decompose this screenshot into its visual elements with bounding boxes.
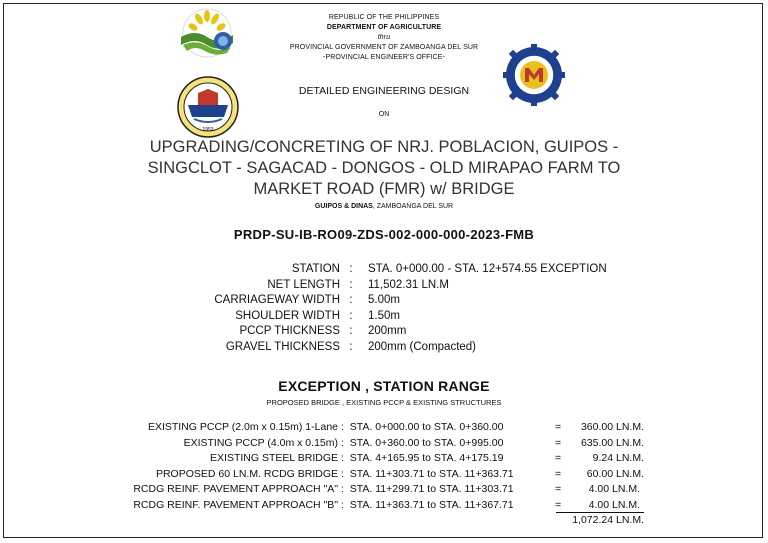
- project-title: [80, 137, 688, 200]
- exception-amount: 4.00 LN.M.: [588, 498, 640, 511]
- exception-amount: 360.00 LN.M.: [580, 421, 644, 433]
- exception-range: : STA. 11+303.71 to STA. 11+363.71: [341, 467, 514, 480]
- spec-label: STATION: [291, 263, 340, 275]
- project-code: PRDP-SU-IB-RO09-ZDS-002-000-000-2023-FMB: [233, 227, 535, 242]
- exception-equals: =: [555, 452, 562, 464]
- zamboanga-del-sur-seal: [174, 75, 242, 139]
- exception-total: 1,072.24 LN.M.: [572, 514, 644, 526]
- design-heading: DETAILED ENGINEERING DESIGN: [298, 85, 470, 97]
- exception-label: PROPOSED 60 LN.M. RCDG BRIDGE: [155, 467, 338, 480]
- on-label: ON: [378, 111, 390, 118]
- exception-label: RCDG REINF. PAVEMENT APPROACH "A": [133, 483, 338, 495]
- header-thru: thru: [377, 34, 391, 41]
- exception-label: EXISTING STEEL BRIDGE: [210, 452, 338, 464]
- exception-range: : STA. 0+000.00 to STA. 0+360.00: [341, 421, 504, 433]
- exception-equals: =: [555, 436, 562, 449]
- spec-value: 5.00m: [368, 294, 400, 306]
- seal-year: 1953: [202, 127, 214, 133]
- spec-value: 11,502.31 LN.M: [368, 278, 449, 291]
- exception-label: EXISTING PCCP (4.0m x 0.15m): [183, 436, 338, 449]
- exception-subheading: PROPOSED BRIDGE , EXISTING PCCP & EXISTING STRUCTURES: [266, 398, 502, 407]
- exception-range: : STA. 4+165.95 to STA. 4+175.19: [341, 452, 504, 464]
- header-provincial-government: PROVINCIAL GOVERNMENT OF ZAMBOANGA DEL SUR: [289, 44, 479, 51]
- exception-range: : STA. 0+360.00 to STA. 0+995.00: [341, 436, 504, 449]
- spec-colon: :: [349, 340, 353, 353]
- project-location: [234, 203, 534, 210]
- header-engineers-office: -PROVINCIAL ENGINEER'S OFFICE-: [323, 54, 445, 61]
- exception-range-text: STA. 11+303.71 to STA. 11+363.71: [349, 467, 514, 480]
- header-block: [234, 13, 534, 63]
- exception-equals: =: [555, 421, 562, 433]
- spec-label: PCCP THICKNESS: [239, 325, 340, 337]
- spec-colon: :: [349, 309, 353, 322]
- exception-amount: 9.24 LN.M.: [592, 452, 644, 464]
- spec-row: [0, 309, 340, 325]
- exception-range: : STA. 11+299.71 to STA. 11+303.71: [341, 483, 514, 495]
- exception-equals: =: [555, 483, 562, 495]
- exception-amount: 4.00 LN.M.: [588, 483, 640, 495]
- exception-range-text: STA. 4+165.95 to STA. 4+175.19: [349, 452, 504, 464]
- header-republic: REPUBLIC OF THE PHILIPPINES: [328, 14, 440, 21]
- spec-colon: :: [349, 263, 353, 275]
- exception-range-text: STA. 11+299.71 to STA. 11+303.71: [349, 483, 514, 495]
- location-municipalities: GUIPOS & DINAS: [314, 203, 373, 210]
- spec-table: [0, 262, 768, 358]
- exception-equals: =: [555, 467, 562, 480]
- exception-range-text: STA. 11+363.71 to STA. 11+367.71: [349, 498, 514, 511]
- exception-heading: EXCEPTION , STATION RANGE: [278, 378, 490, 394]
- exception-table: [0, 420, 768, 535]
- spec-label: CARRIAGEWAY WIDTH: [214, 294, 340, 306]
- spec-row: [0, 340, 340, 356]
- project-title-line2: SINGCLOT - SAGACAD - DONGOS - OLD MIRAPAO FARM TO: [147, 159, 621, 177]
- exception-label: RCDG REINF. PAVEMENT APPROACH "B": [133, 498, 338, 511]
- project-title-line1: UPGRADING/CONCRETING OF NRJ. POBLACION, GUIPOS -: [149, 138, 619, 156]
- exception-equals: =: [555, 498, 562, 511]
- spec-colon: :: [349, 294, 353, 306]
- exception-range-text: STA. 0+000.00 to STA. 0+360.00: [349, 421, 504, 433]
- exception-label: EXISTING PCCP (2.0m x 0.15m) 1-Lane: [147, 421, 338, 433]
- spec-value: STA. 0+000.00 - STA. 12+574.55 EXCEPTION: [368, 263, 607, 275]
- spec-row: [0, 262, 340, 278]
- spec-label: SHOULDER WIDTH: [235, 309, 340, 322]
- exception-amount: 60.00 LN.M.: [586, 467, 644, 480]
- spec-row: [0, 278, 340, 294]
- spec-row: [0, 324, 340, 340]
- department-of-agriculture-logo: [175, 7, 239, 59]
- location-province: , ZAMBOANGA DEL SUR: [372, 203, 454, 210]
- spec-row: [0, 293, 340, 309]
- project-title-line3: MARKET ROAD (FMR) w/ BRIDGE: [253, 180, 515, 198]
- exception-range: : STA. 11+363.71 to STA. 11+367.71: [341, 498, 514, 511]
- spec-colon: :: [349, 278, 353, 291]
- spec-value: 1.50m: [368, 309, 400, 322]
- spec-value: 200mm: [368, 325, 407, 337]
- exception-amount: 635.00 LN.M.: [580, 436, 644, 449]
- spec-colon: :: [349, 325, 353, 337]
- header-department: DEPARTMENT OF AGRICULTURE: [326, 24, 442, 31]
- spec-value: 200mm (Compacted): [368, 340, 477, 353]
- spec-label: NET LENGTH: [267, 278, 340, 291]
- exception-range-text: STA. 0+360.00 to STA. 0+995.00: [349, 436, 504, 449]
- spec-label: GRAVEL THICKNESS: [225, 340, 340, 353]
